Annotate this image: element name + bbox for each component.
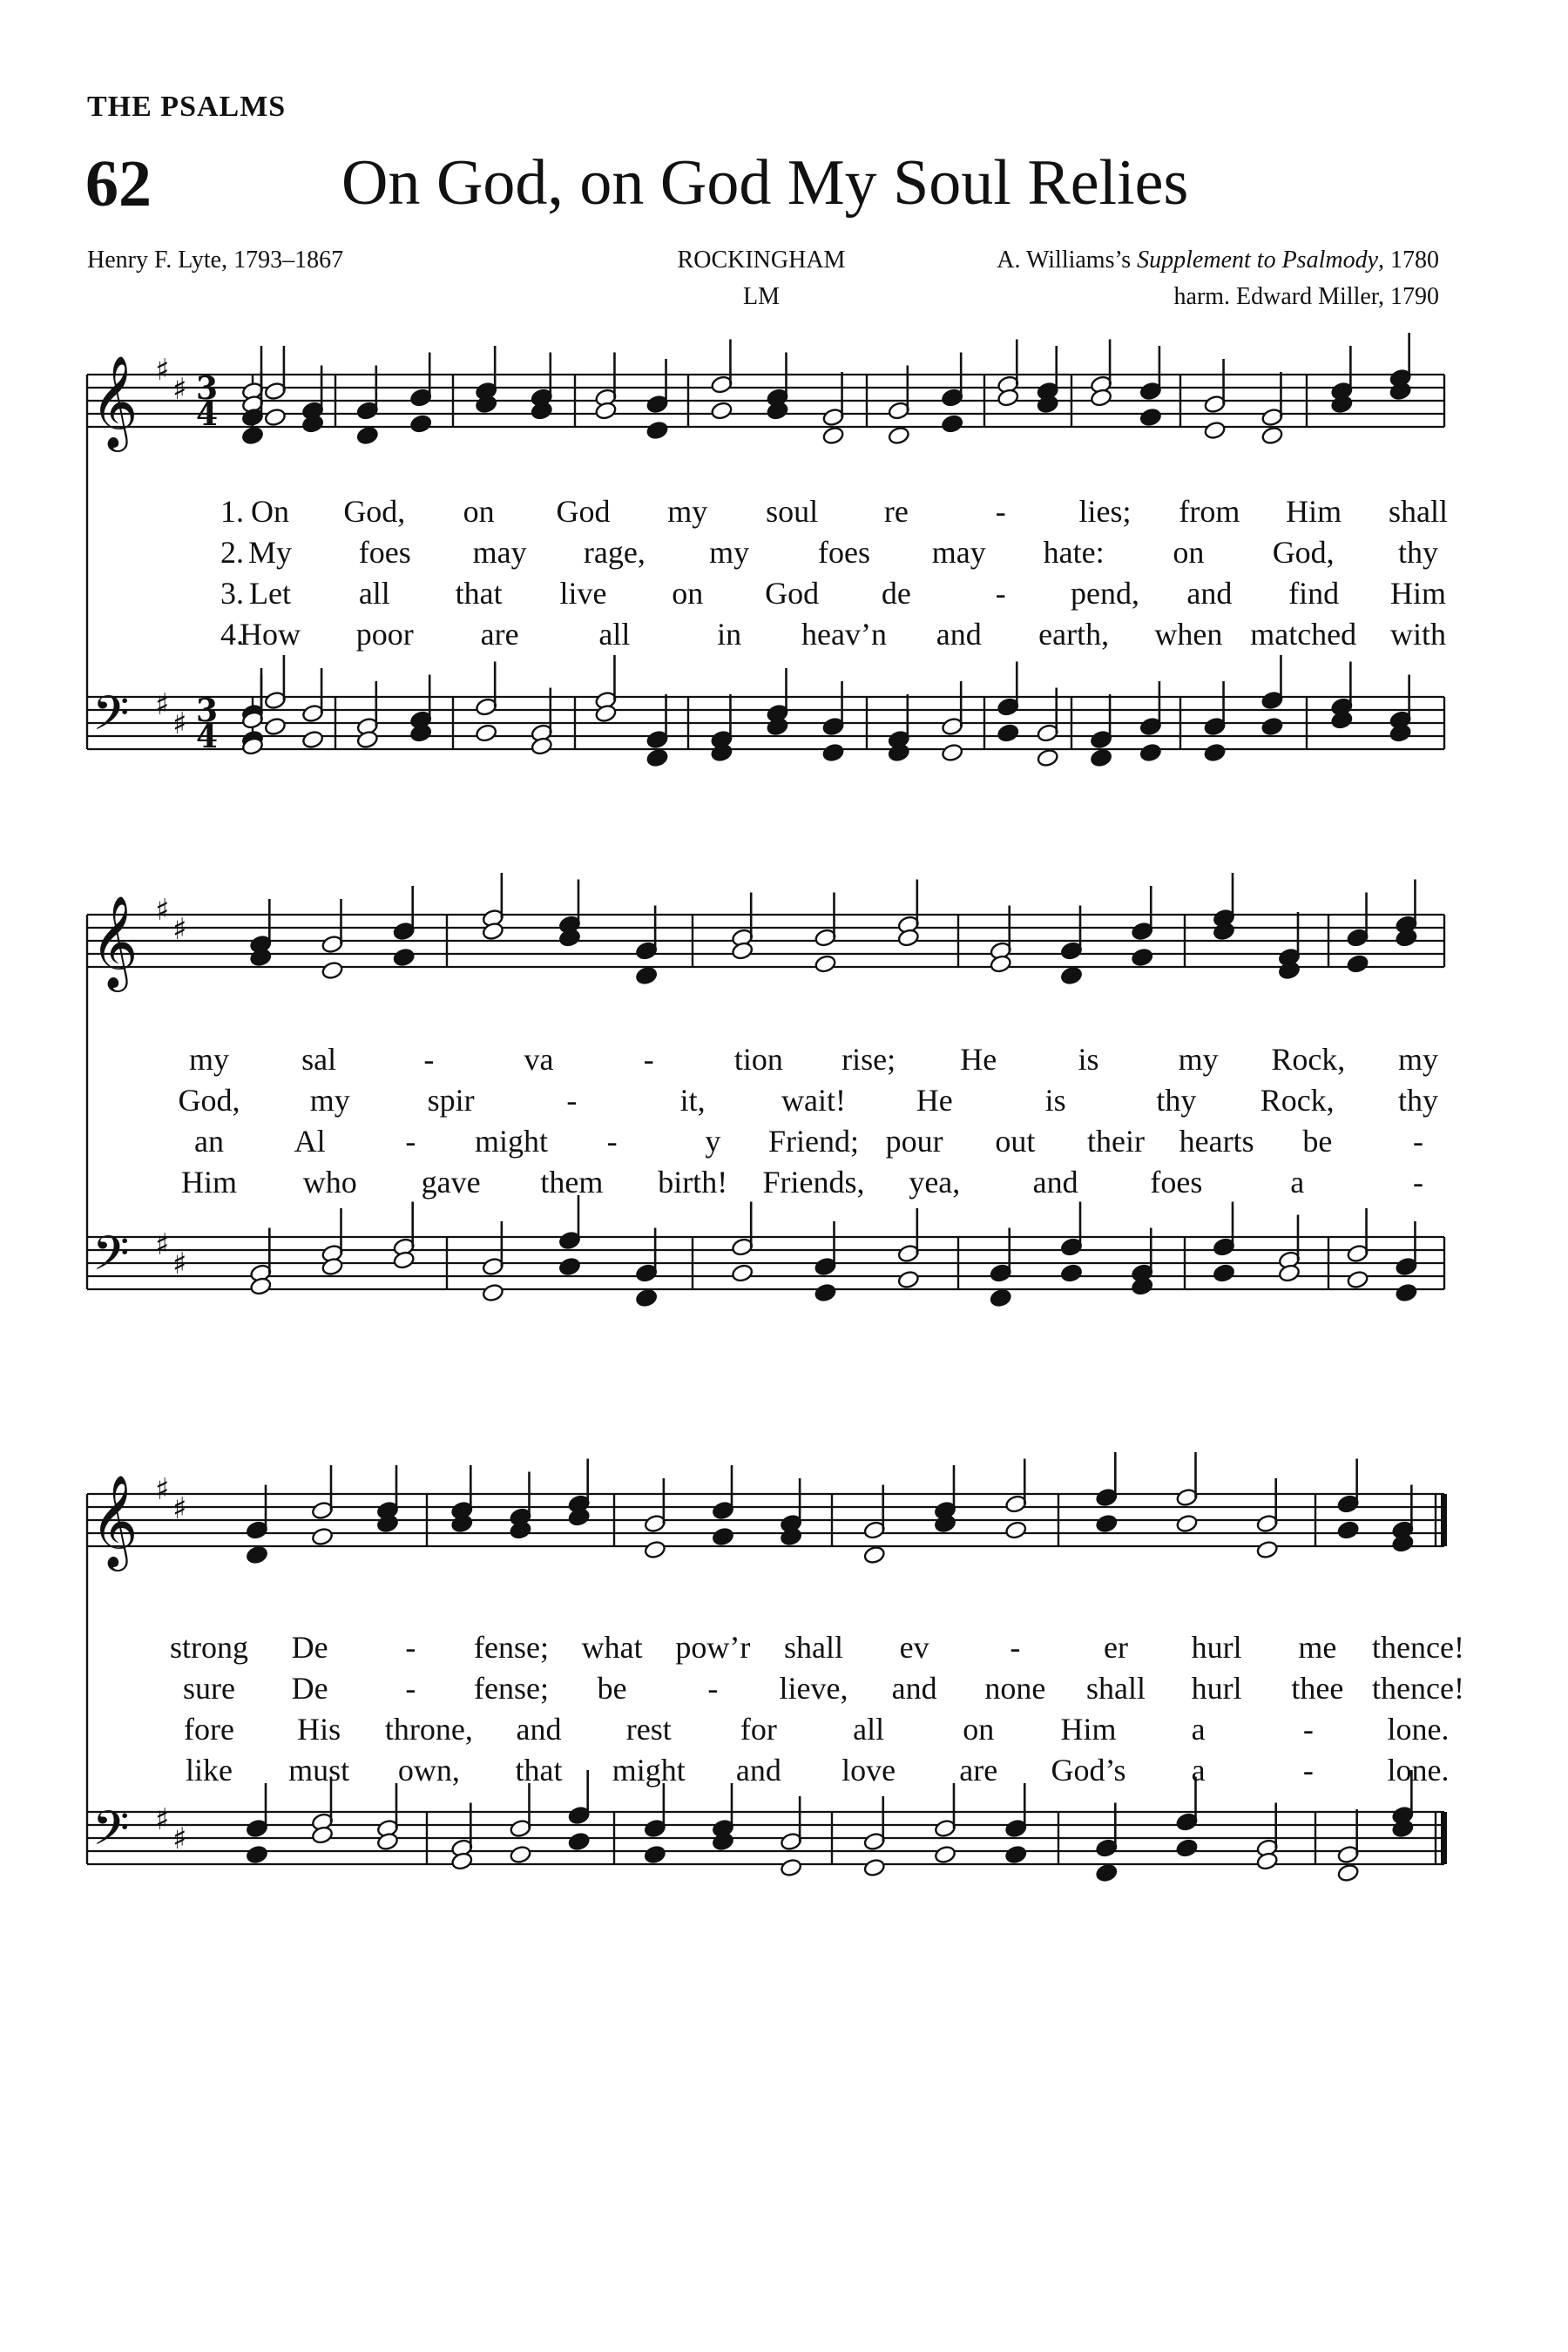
lyric-syllable: and: [516, 1712, 562, 1747]
note-head: [712, 1527, 734, 1547]
lyric-syllable: my: [188, 1042, 230, 1077]
lyric-syllable: and: [936, 617, 982, 652]
treble-clef-icon: 𝄞: [91, 895, 139, 988]
lyric-syllable: rage,: [583, 535, 645, 570]
lyric-syllable: a: [1191, 1753, 1206, 1788]
hymn-title: On God, on God My Soul Relies: [341, 147, 1189, 219]
lyric-syllable: strong: [170, 1630, 248, 1665]
note-head: [264, 408, 287, 428]
lyric-syllable: be: [597, 1671, 627, 1706]
note-head: [558, 1257, 581, 1277]
note-head: [941, 743, 963, 763]
lyric-syllable: -: [1302, 1753, 1314, 1788]
note-head: [241, 426, 264, 446]
note-head: [1346, 1270, 1369, 1290]
note-head: [821, 743, 844, 763]
lyric-syllable: an: [194, 1124, 224, 1159]
lyric-syllable: heav’n: [801, 617, 887, 652]
note-head: [356, 426, 379, 446]
key-signature-sharp-icon: ♯: [155, 687, 170, 722]
lyric-syllable: -: [405, 1671, 416, 1706]
note-head: [863, 1858, 886, 1878]
time-signature-bottom: 4: [196, 396, 219, 433]
lyric-syllable: be: [1302, 1124, 1333, 1159]
lyric-syllable: thy: [1397, 535, 1439, 570]
lyric-syllable: like: [186, 1753, 233, 1788]
lyric-syllable: He: [960, 1042, 997, 1077]
lyric-syllable: -: [995, 494, 1006, 529]
lyric-syllable: shall: [1389, 494, 1448, 529]
lyric-syllable: may: [931, 535, 986, 570]
lyric-syllable: own,: [397, 1753, 460, 1788]
lyric-syllable: my: [709, 535, 750, 570]
lyric-syllable: matched: [1250, 617, 1357, 652]
lyric-syllable: foes: [1150, 1165, 1203, 1200]
note-head: [635, 1288, 658, 1308]
note-head: [941, 414, 963, 434]
lyric-syllable: all: [358, 576, 390, 611]
lyric-syllable: me: [1298, 1630, 1337, 1665]
lyric-syllable: on: [963, 1712, 995, 1747]
verse-number: 3.: [220, 576, 244, 611]
lyric-syllable: poor: [355, 617, 414, 652]
final-barline: [1441, 1812, 1447, 1864]
note-head: [1260, 717, 1283, 737]
lyric-syllable: on: [1173, 535, 1205, 570]
lyric-syllable: and: [1186, 576, 1233, 611]
note-head: [509, 1845, 531, 1865]
verse-number: 1.: [220, 494, 244, 529]
lyric-syllable: a: [1290, 1165, 1305, 1200]
lyric-syllable: my: [309, 1083, 350, 1118]
note-head: [1256, 1540, 1279, 1560]
lyric-syllable: on: [463, 494, 495, 529]
lyric-syllable: sure: [183, 1671, 235, 1706]
lyric-syllable: thy: [1397, 1083, 1439, 1118]
lyric-syllable: in: [717, 617, 742, 652]
note-head: [1095, 1863, 1118, 1883]
lyric-syllable: that: [515, 1753, 563, 1788]
lyric-syllable: Him: [180, 1165, 238, 1200]
lyric-syllable: might: [474, 1124, 549, 1159]
lyric-syllable: and: [735, 1753, 781, 1788]
lyric-syllable: foes: [358, 535, 411, 570]
lyric-syllable: my: [1397, 1042, 1439, 1077]
lyric-syllable: thence!: [1372, 1630, 1464, 1665]
key-signature-sharp-icon: ♯: [172, 372, 187, 407]
time-signature-bottom: 4: [196, 719, 219, 755]
lyric-syllable: out: [995, 1124, 1036, 1159]
treble-clef-icon: 𝄞: [91, 1474, 139, 1567]
time-signature-top: 3: [196, 693, 219, 729]
note-head: [1203, 743, 1226, 763]
note-head: [1213, 1263, 1235, 1283]
key-signature-sharp-icon: ♯: [155, 353, 170, 388]
lyric-syllable: spir: [427, 1083, 475, 1118]
source-suffix: , 1780: [1378, 247, 1439, 274]
note-head: [1060, 966, 1083, 986]
note-head: [393, 948, 416, 968]
key-signature-sharp-icon: ♯: [172, 706, 187, 741]
time-signature-top: 3: [196, 370, 219, 407]
lyric-syllable: what: [581, 1630, 643, 1665]
lyric-syllable: soul: [766, 494, 819, 529]
note-head: [644, 1540, 666, 1560]
lyric-syllable: Him: [1389, 576, 1447, 611]
note-head: [568, 1832, 591, 1852]
lyric-syllable: who: [302, 1165, 357, 1200]
lyric-syllable: God’s: [1051, 1753, 1126, 1788]
lyric-syllable: -: [1413, 1165, 1423, 1200]
lyric-syllable: love: [841, 1753, 896, 1788]
lyric-syllable: His: [297, 1712, 341, 1747]
note-head: [731, 1263, 754, 1283]
note-head: [1090, 748, 1112, 768]
lyric-syllable: a: [1191, 1712, 1206, 1747]
meter: LM: [743, 283, 780, 310]
author-credit: Henry F. Lyte, 1793–1867: [87, 247, 344, 274]
treble-clef-icon: 𝄞: [91, 355, 139, 448]
note-head: [990, 1288, 1012, 1308]
lyric-syllable: may: [472, 535, 527, 570]
note-head: [888, 426, 910, 446]
lyric-syllable: God,: [1272, 535, 1335, 570]
note-head: [1139, 743, 1162, 763]
source-prefix: A. Williams’s: [997, 247, 1138, 274]
section-label: THE PSALMS: [87, 91, 287, 123]
verse-number: 2.: [220, 535, 244, 570]
lyric-syllable: yea,: [909, 1165, 961, 1200]
note-head: [897, 1270, 920, 1290]
lyric-syllable: sal: [301, 1042, 337, 1077]
lyric-syllable: God,: [178, 1083, 240, 1118]
lyric-syllable: Let: [249, 576, 291, 611]
hymn-number: 62: [85, 147, 152, 220]
note-head: [1175, 1514, 1198, 1534]
note-head: [710, 401, 733, 421]
lyric-syllable: wait!: [781, 1083, 846, 1118]
lyric-syllable: hurl: [1191, 1671, 1242, 1706]
lyric-syllable: might: [612, 1753, 686, 1788]
note-head: [1175, 1838, 1198, 1858]
lyric-syllable: fense;: [474, 1671, 549, 1706]
note-head: [1004, 1520, 1027, 1540]
lyric-syllable: shall: [784, 1630, 843, 1665]
lyric-syllable: -: [606, 1124, 618, 1159]
lyric-syllable: lieve,: [779, 1671, 848, 1706]
lyric-syllable: and: [1032, 1165, 1078, 1200]
lyric-syllable: de: [881, 576, 911, 611]
note-head: [645, 748, 668, 768]
lyric-syllable: fore: [184, 1712, 234, 1747]
lyric-syllable: their: [1087, 1124, 1145, 1159]
lyric-syllable: God,: [343, 494, 406, 529]
lyric-syllable: them: [540, 1165, 604, 1200]
note-head: [1203, 421, 1226, 441]
lyric-syllable: De: [291, 1630, 328, 1665]
lyric-syllable: Him: [1286, 494, 1342, 529]
lyric-syllable: thence!: [1372, 1671, 1464, 1706]
note-head: [246, 1845, 268, 1865]
lyric-syllable: and: [891, 1671, 937, 1706]
lyric-syllable: -: [995, 576, 1006, 611]
note-head: [997, 723, 1019, 743]
tune-name: ROCKINGHAM: [677, 247, 846, 274]
lyric-syllable: my: [667, 494, 708, 529]
lyric-syllable: pow’r: [675, 1630, 751, 1665]
lyric-syllable: Rock,: [1271, 1042, 1346, 1077]
lyric-syllable: va: [524, 1042, 554, 1077]
lyric-syllable: Him: [1060, 1712, 1117, 1747]
note-head: [1004, 1845, 1027, 1865]
note-head: [863, 1545, 886, 1565]
lyric-syllable: it,: [679, 1083, 706, 1118]
key-signature-sharp-icon: ♯: [172, 1491, 187, 1526]
lyric-syllable: is: [1078, 1042, 1099, 1077]
lyric-syllable: tion: [733, 1042, 783, 1077]
lyric-syllable: He: [916, 1083, 953, 1118]
lyric-syllable: find: [1288, 576, 1340, 611]
lyric-syllable: lies;: [1078, 494, 1132, 529]
verse-number: 4.: [220, 617, 244, 652]
lyric-syllable: God: [765, 576, 820, 611]
key-signature-sharp-icon: ♯: [172, 1821, 187, 1856]
lyric-syllable: Friends,: [762, 1165, 865, 1200]
note-head: [1060, 1263, 1083, 1283]
note-head: [264, 717, 287, 737]
key-signature-sharp-icon: ♯: [155, 893, 170, 928]
note-head: [814, 954, 836, 974]
lyric-syllable: -: [405, 1630, 416, 1665]
note-head: [1346, 954, 1369, 974]
key-signature-sharp-icon: ♯: [155, 1472, 170, 1507]
lyric-syllable: from: [1179, 494, 1240, 529]
lyric-syllable: -: [566, 1083, 578, 1118]
lyric-syllable: thy: [1156, 1083, 1197, 1118]
lyric-syllable: gave: [421, 1165, 481, 1200]
note-head: [311, 1527, 334, 1547]
note-head: [246, 1545, 268, 1565]
key-signature-sharp-icon: ♯: [172, 1247, 187, 1281]
lyric-syllable: live: [559, 576, 607, 611]
lyric-syllable: -: [1302, 1712, 1314, 1747]
note-head: [814, 1283, 836, 1303]
note-head: [1095, 1514, 1118, 1534]
bass-clef-icon: 𝄢: [92, 1801, 130, 1868]
lyric-syllable: Rock,: [1260, 1083, 1335, 1118]
lyric-syllable: my: [1178, 1042, 1219, 1077]
lyric-syllable: lone.: [1387, 1712, 1450, 1747]
lyric-syllable: ev: [899, 1630, 929, 1665]
lyric-syllable: are: [480, 617, 519, 652]
lyric-syllable: -: [1413, 1124, 1423, 1159]
note-head: [409, 414, 432, 434]
lyric-syllable: lone.: [1387, 1753, 1450, 1788]
lyric-syllable: er: [1104, 1630, 1128, 1665]
key-signature-sharp-icon: ♯: [155, 1227, 170, 1262]
lyric-syllable: y: [705, 1124, 721, 1159]
lyric-syllable: -: [1010, 1630, 1021, 1665]
lyric-syllable: rest: [625, 1712, 672, 1747]
lyric-syllable: -: [423, 1042, 435, 1077]
lyric-syllable: with: [1389, 617, 1447, 652]
note-head: [1337, 1520, 1360, 1540]
lyric-syllable: all: [598, 617, 631, 652]
lyric-syllable: pend,: [1071, 576, 1140, 611]
lyric-syllable: shall: [1086, 1671, 1146, 1706]
note-head: [1131, 948, 1153, 968]
lyric-syllable: when: [1154, 617, 1223, 652]
note-head: [934, 1845, 956, 1865]
lyric-syllable: all: [853, 1712, 885, 1747]
lyric-syllable: rise;: [841, 1042, 896, 1077]
lyric-syllable: pour: [885, 1124, 943, 1159]
lyric-syllable: -: [643, 1042, 654, 1077]
lyric-syllable: fense;: [474, 1630, 549, 1665]
note-head: [635, 966, 658, 986]
lyric-syllable: hate:: [1043, 535, 1105, 570]
note-head: [475, 723, 497, 743]
lyric-syllable: My: [247, 535, 293, 570]
lyric-syllable: earth,: [1038, 617, 1110, 652]
bass-clef-icon: 𝄢: [92, 1226, 130, 1293]
final-barline: [1441, 1494, 1447, 1546]
lyric-syllable: birth!: [658, 1165, 728, 1200]
note-head: [321, 961, 343, 981]
lyric-syllable: hearts: [1179, 1124, 1254, 1159]
key-signature-sharp-icon: ♯: [172, 912, 187, 947]
bass-clef-icon: 𝄢: [92, 686, 130, 753]
note-head: [1139, 408, 1162, 428]
lyric-syllable: On: [251, 494, 289, 529]
note-head: [1395, 1283, 1417, 1303]
lyric-syllable: God: [556, 494, 611, 529]
lyric-syllable: are: [959, 1753, 998, 1788]
lyric-syllable: Friend;: [768, 1124, 859, 1159]
note-head: [780, 1858, 802, 1878]
harmonization-credit: harm. Edward Miller, 1790: [1173, 283, 1439, 310]
lyric-syllable: re: [883, 494, 909, 529]
lyric-syllable: -: [707, 1671, 719, 1706]
note-head: [482, 1283, 504, 1303]
lyric-syllable: throne,: [384, 1712, 473, 1747]
lyric-syllable: is: [1044, 1083, 1066, 1118]
key-signature-sharp-icon: ♯: [155, 1802, 170, 1837]
lyric-syllable: hurl: [1191, 1630, 1242, 1665]
note-head: [821, 426, 844, 446]
lyric-syllable: thee: [1291, 1671, 1344, 1706]
lyric-syllable: How: [240, 617, 301, 652]
lyric-syllable: De: [291, 1671, 328, 1706]
source-title: Supplement to Psalmody: [1137, 247, 1378, 274]
note-head: [301, 730, 324, 750]
lyric-syllable: for: [740, 1712, 777, 1747]
lyric-syllable: that: [455, 576, 503, 611]
lyric-syllable: on: [672, 576, 704, 611]
note-head: [644, 1845, 666, 1865]
lyric-syllable: -: [405, 1124, 416, 1159]
note-head: [1037, 748, 1059, 768]
note-head: [645, 421, 668, 441]
lyric-syllable: Al: [294, 1124, 326, 1159]
lyric-syllable: none: [984, 1671, 1046, 1706]
lyric-syllable: must: [288, 1753, 350, 1788]
note-head: [1337, 1863, 1360, 1883]
note-head: [1260, 426, 1283, 446]
lyric-syllable: foes: [818, 535, 870, 570]
